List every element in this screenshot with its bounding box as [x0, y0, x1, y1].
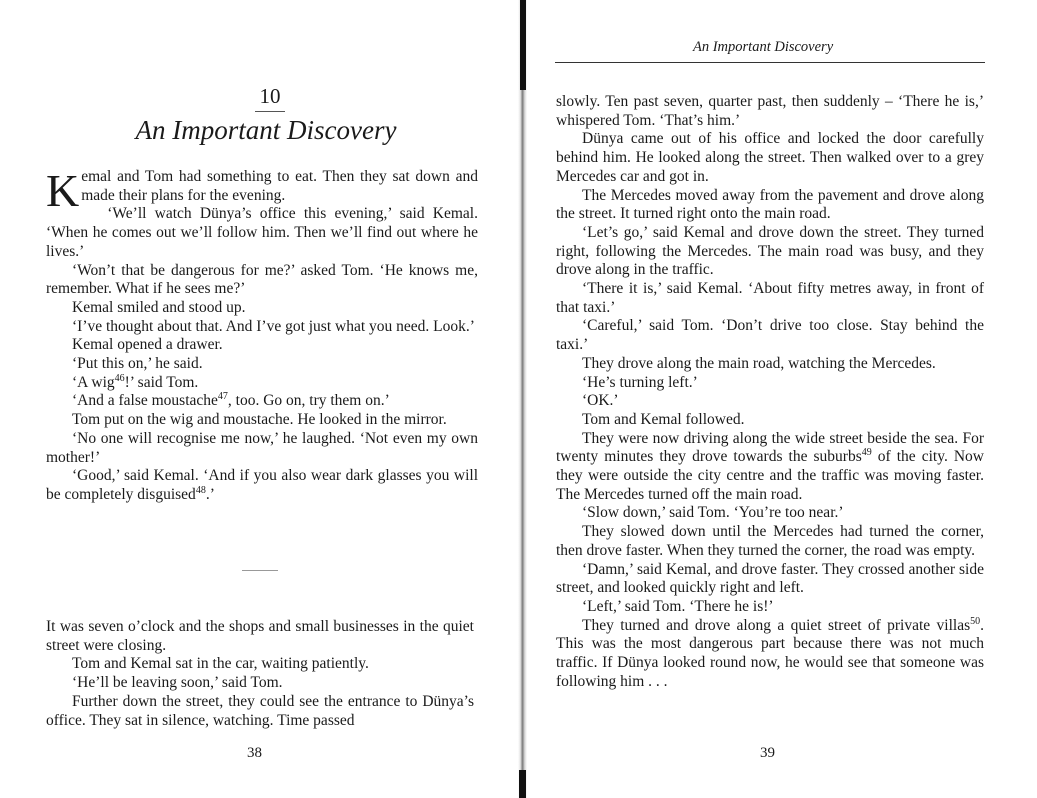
paragraph-group: [46, 655, 474, 730]
paragraph: ‘Put this on,’ he said.: [72, 355, 203, 373]
gutter-shadow-top: [520, 0, 526, 90]
drop-cap: K: [46, 165, 80, 216]
footnote-marker: 46: [114, 372, 125, 384]
paragraph: They slowed down until the Mercedes had turned the corner, then drove faster. When they turned the corner, the road was empty.: [556, 523, 984, 559]
paragraph: ‘There it is,’ said Kemal. ‘About fifty metres away, in front of that taxi.’: [556, 280, 984, 316]
footnote-marker: 48: [195, 484, 206, 496]
paragraph: ‘Let’s go,’ said Kemal and drove down the street. They turned right, following the Mercedes. The main road was busy, and they drove along in the traffic.: [556, 223, 984, 279]
paragraph: ‘Good,’ said Kemal. ‘And if you also wear dark glasses you will be completely disguised$^{48}$.’: [46, 467, 478, 503]
paragraph: ‘Slow down,’ said Tom. ‘You’re too near.’: [582, 504, 844, 522]
first-paragraph: Kemal and Tom had something to eat. Then they sat down and made their plans for the evening.: [46, 165, 478, 216]
page-number: 39: [760, 745, 775, 761]
paragraph: They drove along the main road, watching the Mercedes.: [582, 354, 936, 372]
page-number: 38: [247, 745, 262, 761]
paragraph: ‘Won’t that be dangerous for me?’ asked Tom. ‘He knows me, remember. What if he sees me?’: [46, 261, 478, 298]
footnote-marker: 49: [861, 447, 872, 459]
running-head: An Important Discovery: [693, 39, 834, 55]
paragraph-group: [556, 130, 984, 429]
paragraph: They were now driving along the wide street beside the sea. For twenty minutes they drove towards the suburbs$^{49}$ of the city. Now they were outside the city centre and the traffic was moving faster. The Mercedes turned off the main road.: [556, 429, 984, 503]
paragraph: Further down the street, they could see the entrance to Dünya’s office. They sat in silence, watching. Time passed: [46, 692, 474, 729]
left-body-section-2: [46, 618, 474, 730]
right-body: [556, 93, 984, 692]
paragraph: Tom and Kemal sat in the car, waiting patiently.: [72, 655, 369, 673]
gutter-shadow-bottom: [519, 770, 526, 798]
left-body-section-1: [46, 165, 478, 505]
paragraph: They turned and drove along a quiet street of private villas$^{50}$. This was the most dangerous part because there was not much traffic. If Dünya looked round now, he would see that someone was following him . . .: [556, 615, 984, 690]
section-break-rule: [242, 570, 278, 571]
paragraph: Tom put on the wig and moustache. He looked in the mirror.: [72, 411, 447, 429]
footnote-marker: 47: [217, 391, 228, 403]
paragraph: ‘We’ll watch Dünya’s office this evening,’ said Kemal. ‘When he comes out we’ll follow him. Then we’ll find out where he lives.’: [46, 205, 478, 260]
running-head-rule: [555, 62, 985, 63]
paragraph: ‘He’s turning left.’: [582, 373, 698, 391]
paragraph: ‘And a false moustache$^{47}$, too. Go on, try them on.’: [72, 391, 390, 410]
paragraph: ‘A wig$^{46}$!’ said Tom.: [72, 372, 199, 391]
paragraph-group: [46, 205, 478, 373]
chapter-number: 10: [255, 84, 285, 112]
paragraph: ‘He’ll be leaving soon,’ said Tom.: [72, 674, 283, 692]
section-first-paragraph: It was seven o’clock and the shops and small businesses in the quiet street were closing.: [46, 618, 474, 654]
paragraph: ‘Left,’ said Tom. ‘There he is!’: [582, 597, 774, 615]
paragraph-group: [46, 411, 478, 467]
chapter-title: An Important Discovery: [135, 115, 397, 145]
paragraph: The Mercedes moved away from the pavement and drove along the street. It turned right onto the main road.: [556, 186, 984, 223]
paragraph: ‘OK.’: [582, 392, 619, 410]
footnote-marker: 50: [970, 615, 981, 627]
paragraph: Dünya came out of his office and locked the door carefully behind him. He looked along the street. Then walked over to a grey Mercedes car and got in.: [556, 130, 984, 185]
paragraph: Kemal opened a drawer.: [72, 336, 223, 354]
paragraph: ‘I’ve thought about that. And I’ve got just what you need. Look.’: [72, 317, 475, 335]
paragraph: Kemal smiled and stood up.: [72, 298, 246, 316]
paragraph: ‘Careful,’ said Tom. ‘Don’t drive too close. Stay behind the taxi.’: [556, 317, 984, 354]
paragraph-group: [556, 504, 984, 616]
paragraph: Tom and Kemal followed.: [582, 410, 745, 428]
paragraph: ‘Damn,’ said Kemal, and drove faster. They crossed another side street, and looked quickly right and left.: [556, 560, 984, 597]
paragraph: ‘No one will recognise me now,’ he laughed. ‘Not even my own mother!’: [46, 429, 478, 466]
continued-paragraph: slowly. Ten past seven, quarter past, then suddenly – ‘There he is,’ whispered Tom. ‘That’s him.’: [556, 93, 984, 129]
